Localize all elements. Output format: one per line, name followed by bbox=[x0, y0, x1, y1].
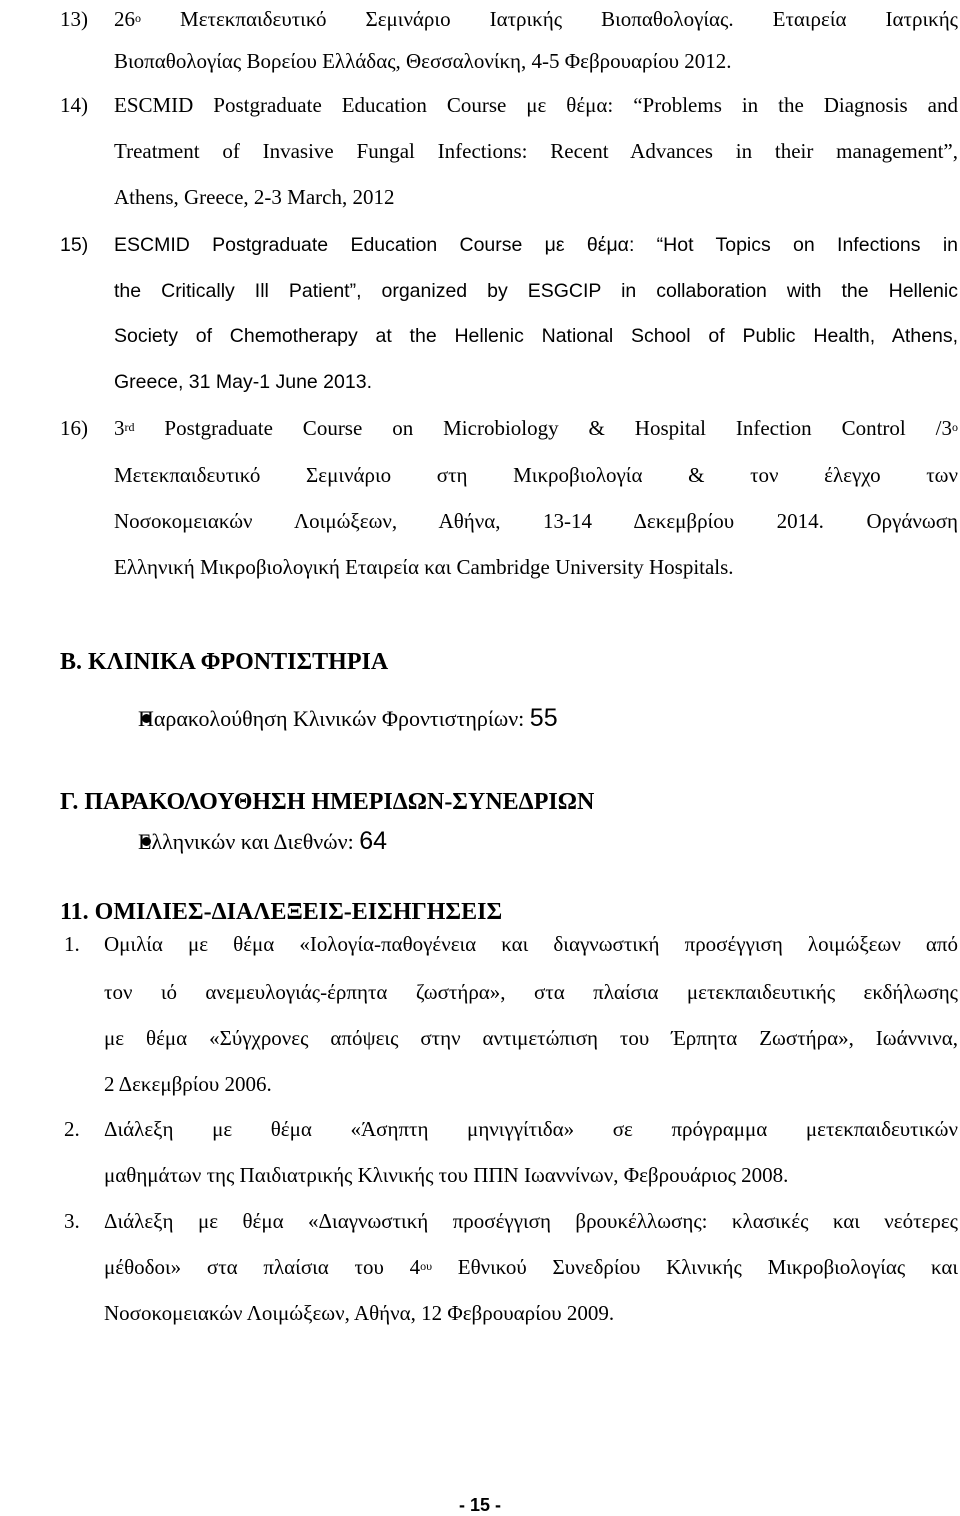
item-text-line: Νοσοκομειακών Λοιμώξεων, Αθήνα, 13-14 Δεκεμβρίου 2014. Οργάνωση bbox=[114, 509, 958, 533]
item-number: 14) bbox=[60, 93, 88, 117]
section-g-heading: Γ. ΠΑΡΑΚΟΛΟΥΘΗΣΗ ΗΜΕΡΙΔΩΝ-ΣΥΝΕΔΡΙΩΝ bbox=[60, 789, 595, 815]
section-b-heading: Β. ΚΛΙΝΙΚΑ ΦΡΟΝΤΙΣΤΗΡΙΑ bbox=[60, 649, 389, 675]
talk-text-line: μέθοδοι» στα πλαίσια του $4^{o\upsilon}$ Εθνικού Συνεδρίου Κλινικής Μικροβιολογίας και bbox=[104, 1255, 958, 1279]
item-text-line: Greece, 31 May-1 June 2013. bbox=[114, 371, 372, 393]
clinical-tutorials-count: 55 bbox=[529, 704, 558, 732]
talk-number: 2. bbox=[64, 1117, 80, 1141]
item-text-line: Treatment of Invasive Fungal Infections: Recent Advances in their management”, bbox=[114, 139, 958, 163]
talk-text-line: Νοσοκομειακών Λοιμώξεων, Αθήνα, 12 Φεβρουαρίου 2009. bbox=[104, 1301, 615, 1325]
talk-text-line: μαθημάτων της Παιδιατρικής Κλινικής του ΠΠΝ Ιωαννίνων, Φεβρουάριος 2008. bbox=[104, 1163, 789, 1187]
item-text-line: Μετεκπαιδευτικό Σεμινάριο στη Μικροβιολογία & τον έλεγχο των bbox=[114, 463, 958, 487]
document-page: 13) $26^o$ Μετεκπαιδευτικό Σεμινάριο Ιατρικής Βιοπαθολογίας. Εταιρεία Ιατρικής Βιοπαθολογίας Βορείου Ελλάδας, Θεσσαλονίκη, 4-5 Φεβρουαρίου 2012. 14) ESCMID Postgraduate Education Course με θέμα: “Problems in the Diagnosis and Treatment of Invasive Fungal Infections: Recent Advances in their management”, Athens, Greece, 2-3 March, 2012 15) ESCMID Postgraduate Education Course με θέμα: “Hot Topics on Infections in the Critically Ill Patient”, organized by ESGCIP in collaboration with the Hellenic Society of Chemotherapy at the Hellenic National School of Public Health, Athens, Greece, 31 May-1 June 2013. 16) 3rd Postgraduate Course on Microbiology & Hospital Infection Control $/3^o$ Μετεκπαιδευτικό Σεμινάριο στη Μικροβιολογία & τον έλεγχο των Νοσοκομειακών Λοιμώξεων, Αθήνα, 13-14 Δεκεμβρίου 2014. Οργάνωση Ελληνική Μικροβιολογική Εταιρεία και Cambridge University Hospitals. Β. ΚΛΙΝΙΚΑ ΦΡΟΝΤΙΣΤΗΡΙΑ Παρακολούθηση Κλινικών Φροντιστηρίων: 55 Γ. ΠΑΡΑΚΟΛΟΥΘΗΣΗ ΗΜΕΡΙΔΩΝ-ΣΥΝΕΔΡΙΩΝ Ελληνικών και Διεθνών: 64 11. ΟΜΙΛΙΕΣ-ΔΙΑΛΕΞΕΙΣ-ΕΙΣΗΓΗΣΕΙΣ 1. Ομιλία με θέμα «Ιολογία-παθογένεια και διαγνωστική προσέγγιση λοιμώξεων από τον ιό ανεμευλογιάς-έρπητα ζωστήρα», στα πλαίσια μετεκπαιδευτικής εκδήλωσης με θέμα «Σύγχρονες απόψεις στην αντιμετώπιση του Έρπητα Ζωστήρα», Ιωάννινα, 2 Δεκεμβρίου 2006. 2. Διάλεξη με θέμα «Άσηπτη μηνιγγίτιδα» σε πρόγραμμα μετεκπαιδευτικών μαθημάτων της Παιδιατρικής Κλινικής του ΠΠΝ Ιωαννίνων, Φεβρουάριος 2008. 3. Διάλεξη με θέμα «Διαγνωστική προσέγγιση βρουκέλλωσης: κλασικές και νεότερες μέθοδοι» στα πλαίσια του $4^{o\upsilon}$ Εθνικού Συνεδρίου Κλινικής Μικροβιολογίας και Νοσοκομειακών Λοιμώξεων, Αθήνα, 12 Φεβρουαρίου 2009. - 15 - bbox=[0, 0, 960, 1515]
item-number: 13) bbox=[60, 7, 88, 31]
talk-text-line: 2 Δεκεμβρίου 2006. bbox=[104, 1072, 272, 1096]
item-number: 16) bbox=[60, 416, 88, 440]
talk-text-line: με θέμα «Σύγχρονες απόψεις στην αντιμετώπιση του Έρπητα Ζωστήρα», Ιωάννινα, bbox=[104, 1026, 958, 1050]
talk-text-line: Ομιλία με θέμα «Ιολογία-παθογένεια και διαγνωστική προσέγγιση λοιμώξεων από bbox=[104, 932, 958, 956]
item-number: 15) bbox=[60, 234, 89, 256]
section-g-bullet: Ελληνικών και Διεθνών: 64 bbox=[138, 827, 388, 855]
talk-number: 3. bbox=[64, 1209, 80, 1233]
talk-text-line: Διάλεξη με θέμα «Διαγνωστική προσέγγιση βρουκέλλωσης: κλασικές και νεότερες bbox=[104, 1209, 958, 1233]
talk-text-line: Διάλεξη με θέμα «Άσηπτη μηνιγγίτιδα» σε πρόγραμμα μετεκπαιδευτικών bbox=[104, 1117, 958, 1141]
section-11-heading: 11. ΟΜΙΛΙΕΣ-ΔΙΑΛΕΞΕΙΣ-ΕΙΣΗΓΗΣΕΙΣ bbox=[60, 899, 503, 925]
talk-text-line: τον ιό ανεμευλογιάς-έρπητα ζωστήρα», στα πλαίσια μετεκπαιδευτικής εκδήλωσης bbox=[104, 980, 958, 1004]
section-b-bullet: Παρακολούθηση Κλινικών Φροντιστηρίων: 55 bbox=[138, 704, 558, 732]
page-number: - 15 - bbox=[458, 1495, 501, 1515]
item-text-line: Βιοπαθολογίας Βορείου Ελλάδας, Θεσσαλονίκη, 4-5 Φεβρουαρίου 2012. bbox=[114, 49, 732, 73]
conferences-count: 64 bbox=[359, 827, 388, 855]
item-text-line: Athens, Greece, 2-3 March, 2012 bbox=[114, 185, 395, 209]
item-text-line: the Critically Ill Patient”, organized by ESGCIP in collaboration with the Hellenic bbox=[114, 280, 958, 302]
item-text-line: Society of Chemotherapy at the Hellenic National School of Public Health, Athens, bbox=[114, 325, 958, 347]
talk-number: 1. bbox=[64, 932, 80, 956]
item-text-line: Ελληνική Μικροβιολογική Εταιρεία και Cambridge University Hospitals. bbox=[114, 555, 734, 579]
